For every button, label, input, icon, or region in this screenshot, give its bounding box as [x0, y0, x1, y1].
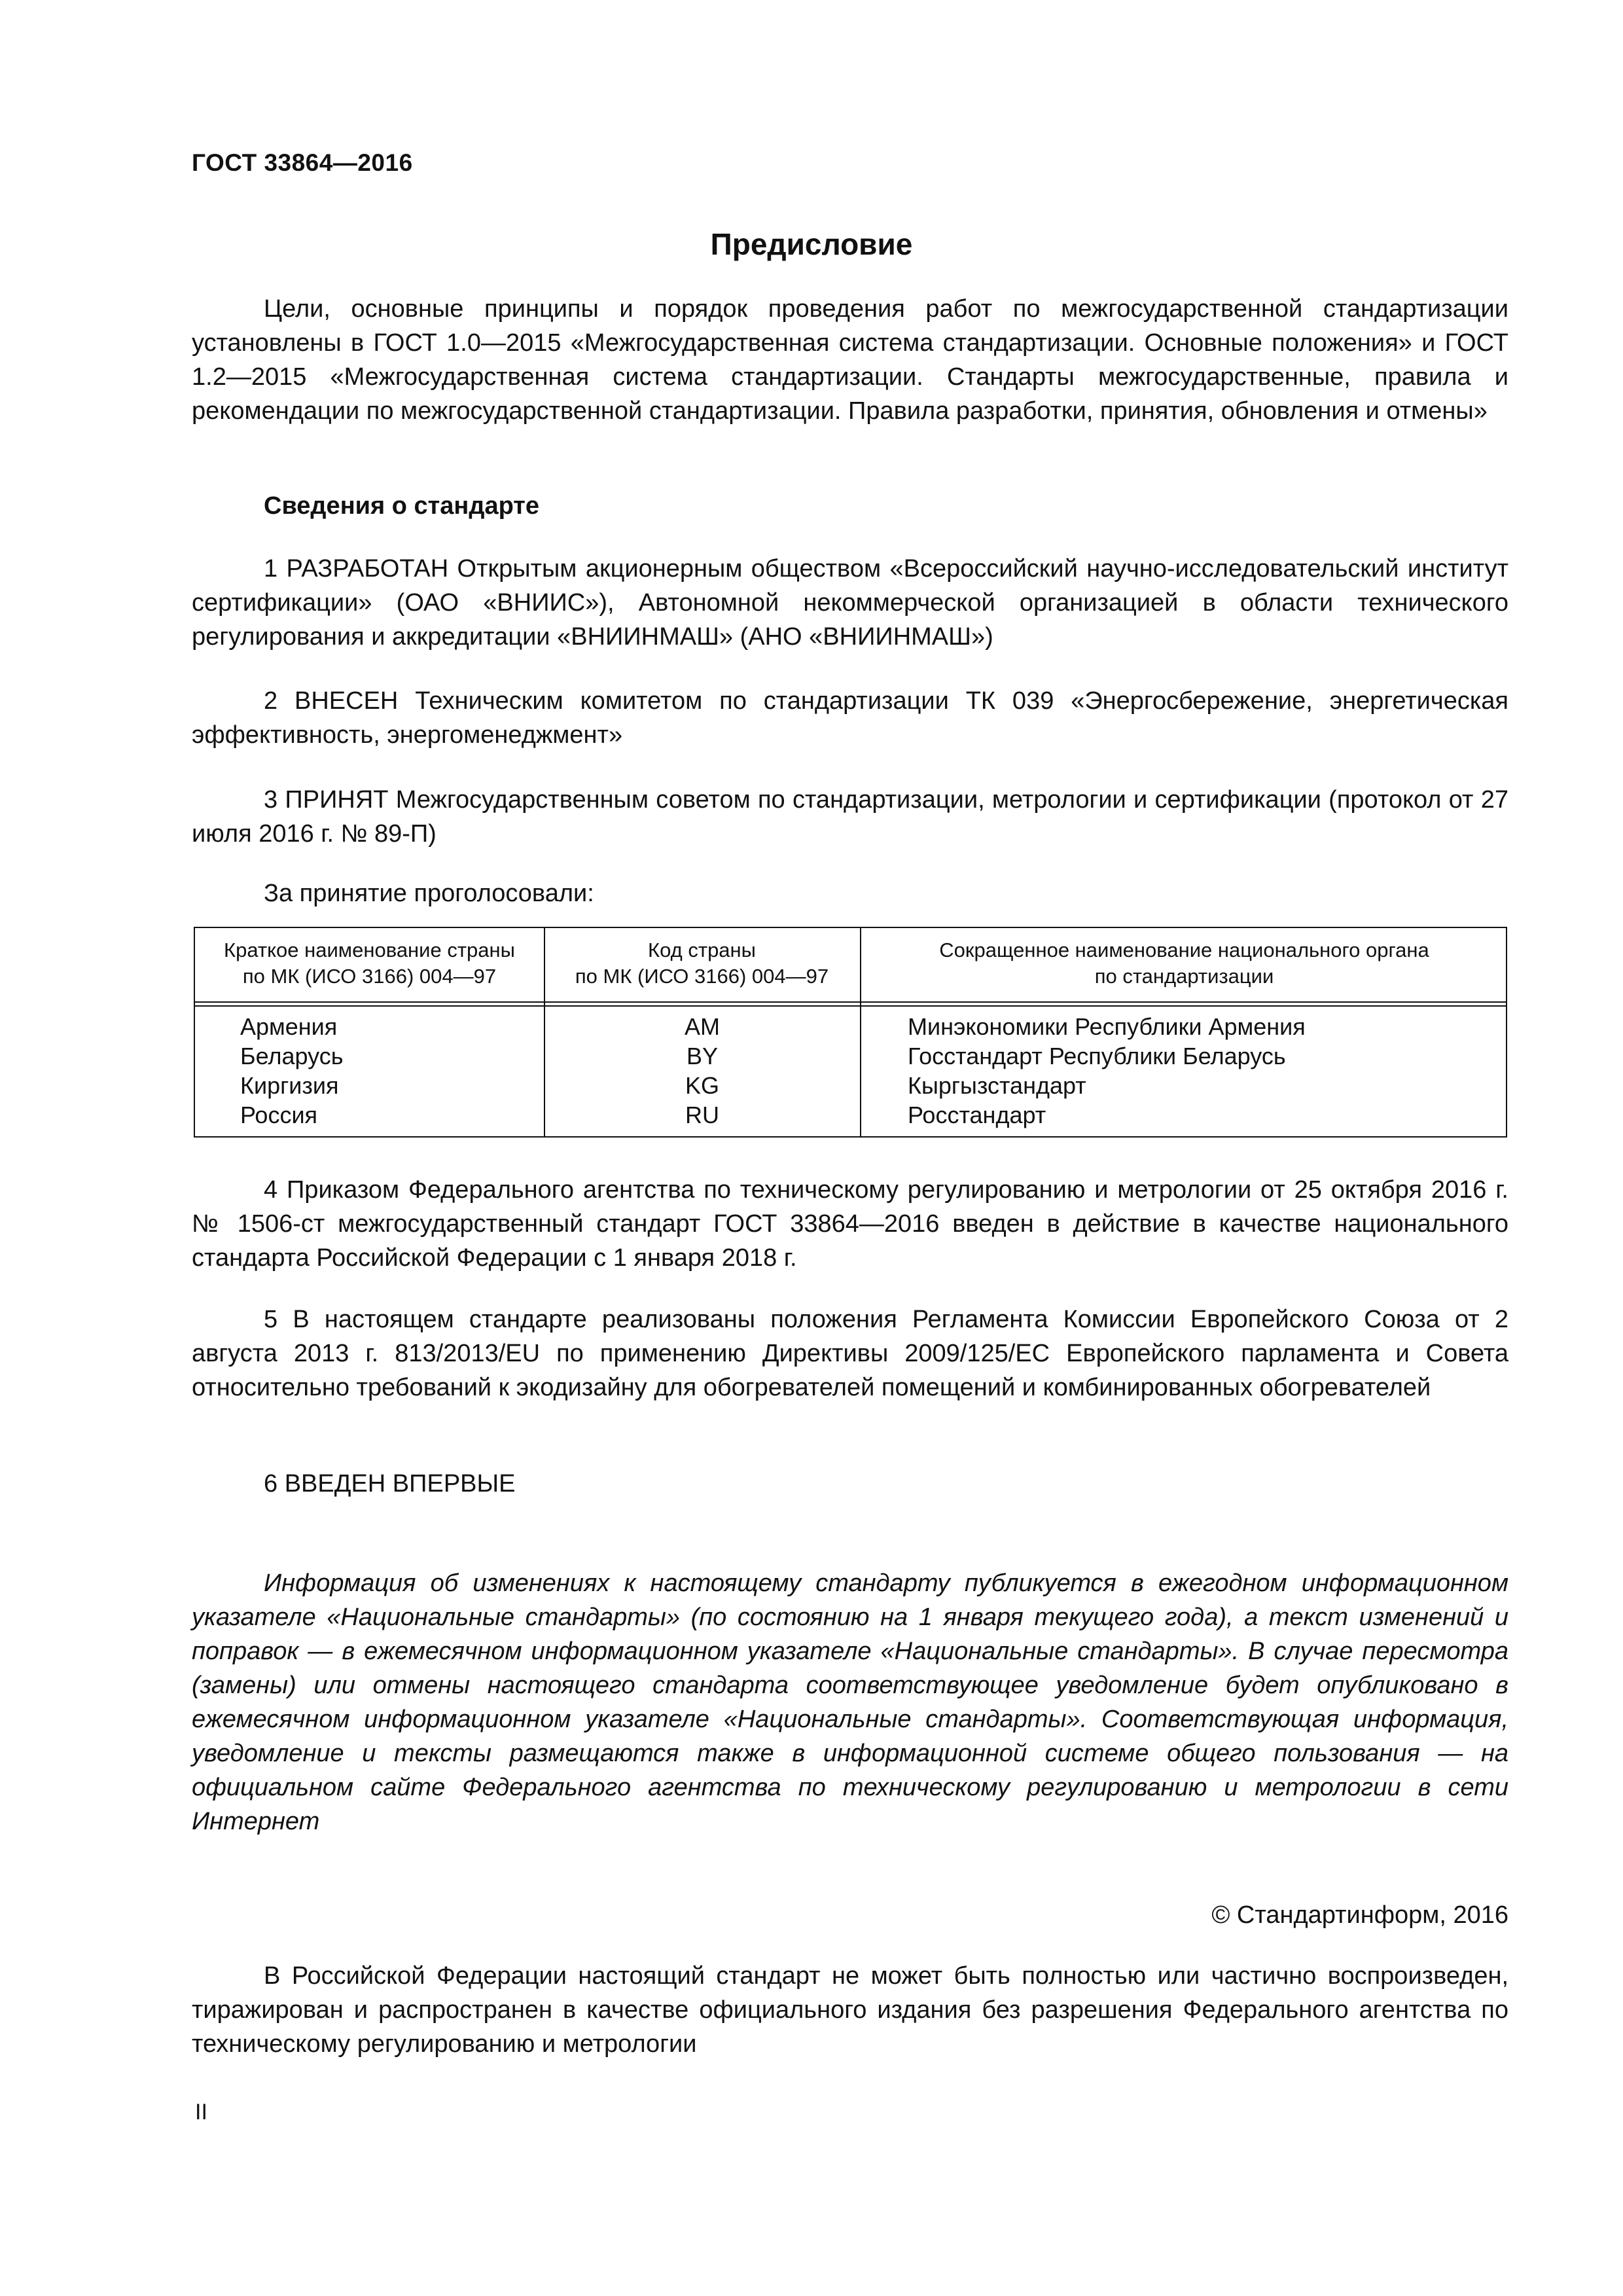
item-4-paragraph [192, 1173, 1508, 1275]
copyright: © Стандартинформ, 2016 [1211, 1901, 1508, 1929]
intro-paragraph [192, 292, 1508, 428]
table-header-double-line [195, 1005, 1506, 1007]
votes-label: За принятие проголосовали: [264, 880, 594, 907]
code-column [669, 1012, 735, 1130]
item-2-text: 2 ВНЕСЕН Техническим комитетом по стандартизации ТК 039 «Энергосбережение, энергетическая эффективность, энергоменеджмент» [192, 687, 1508, 749]
table-header-code [544, 937, 860, 990]
header-line: Код страны [648, 939, 756, 961]
table-cell-code: AM [685, 1013, 720, 1040]
item-5-text: 5 В настоящем стандарте реализованы положения Регламента Комиссии Европейского Союза от 2 августа 2013 г. 813/2013/EU по применению Директивы 2009/125/EC Европейского парламента и Совета относительно требований к экодизайну для обогревателей помещений и комбинированных обогревателей [192, 1306, 1508, 1401]
header-line: Краткое наименование страны [224, 939, 515, 961]
header-line: по стандартизации [1094, 965, 1274, 988]
header-line: по МК (ИСО 3166) 004—97 [575, 965, 829, 988]
page-title: Предисловие [710, 227, 913, 261]
item-4-text: 4 Приказом Федерального агентства по техническому регулированию и метрологии от 25 октября 2016 г. № 1506-ст межгосударственный стандарт ГОСТ 33864—2016 введен в действие в качестве национального стандарта Российской Федерации с 1 января 2018 г. [192, 1176, 1508, 1272]
item-6-text: 6 ВВЕДЕН ВПЕРВЫЕ [264, 1470, 516, 1498]
document-id: ГОСТ 33864—2016 [192, 149, 413, 176]
table-cell-body: Кыргызстандарт [908, 1072, 1086, 1099]
page-number: II [195, 2100, 207, 2125]
table-cell-country: Россия [240, 1102, 318, 1128]
table-cell-body: Госстандарт Республики Беларусь [908, 1043, 1286, 1069]
table-header-country [195, 937, 544, 990]
table-cell-code: BY [686, 1043, 719, 1069]
table-cell-code: RU [685, 1102, 719, 1128]
table-cell-body: Росстандарт [908, 1102, 1046, 1128]
table-cell-body: Минэкономики Республики Армения [908, 1013, 1306, 1040]
item-2-paragraph [192, 684, 1508, 752]
section-heading: Сведения о стандарте [264, 492, 540, 520]
table-cell-country: Армения [240, 1013, 338, 1040]
table-cell-country: Беларусь [240, 1043, 344, 1069]
country-column [240, 1012, 343, 1130]
header-line: по МК (ИСО 3166) 004—97 [242, 965, 497, 988]
notice-paragraph [192, 1566, 1508, 1839]
rights-text: В Российской Федерации настоящий стандарт не может быть полностью или частично воспроизведен, тиражирован и распространен в качестве официального издания без разрешения Федерального агентства по техническому регулированию и метрологии [192, 1962, 1508, 2058]
item-1-paragraph [192, 552, 1508, 654]
body-column [908, 1012, 1306, 1130]
item-3-paragraph [192, 783, 1508, 851]
notice-text: Информация об изменениях к настоящему стандарту публикуется в ежегодном информационном указателе «Национальные стандарты» (по состоянию на 1 января текущего года), а текст изменений и поправок — в ежемесячном информационном указателе «Национальные стандарты». В случае пересмотра (замены) или отмены настоящего стандарта соответствующее уведомление будет опубликовано в ежемесячном информационном указателе «Национальные стандарты». Соответствующая информация, уведомление и тексты размещаются также в информационной системе общего пользования — на официальном сайте Федерального агентства по техническому регулированию и метрологии в сети Интернет [192, 1570, 1508, 1835]
intro-text: Цели, основные принципы и порядок проведения работ по межгосударственной стандартизации установлены в ГОСТ 1.0—2015 «Межгосударственная система стандартизации. Основные положения» и ГОСТ 1.2—2015 «Межгосударственная система стандартизации. Стандарты межгосударственные, правила и рекомендации по межгосударственной стандартизации. Правила разработки, принятия, обновления и отмены» [192, 295, 1508, 425]
item-5-paragraph [192, 1302, 1508, 1405]
item-1-text: 1 РАЗРАБОТАН Открытым акционерным обществом «Всероссийский научно-исследовательский институт сертификации» (ОАО «ВНИИС»), Автономной некоммерческой организацией в области технического регулирования и аккредитации «ВНИИНМАШ» (АНО «ВНИИНМАШ») [192, 555, 1508, 651]
table-cell-country: Киргизия [240, 1072, 339, 1099]
table-header-body [860, 937, 1508, 990]
voting-table [194, 927, 1507, 1138]
table-cell-code: KG [685, 1072, 719, 1099]
rights-paragraph [192, 1959, 1508, 2061]
item-3-text: 3 ПРИНЯТ Межгосударственным советом по стандартизации, метрологии и сертификации (протокол от 27 июля 2016 г. № 89-П) [192, 786, 1508, 848]
header-line: Сокращенное наименование национального органа [939, 939, 1429, 961]
